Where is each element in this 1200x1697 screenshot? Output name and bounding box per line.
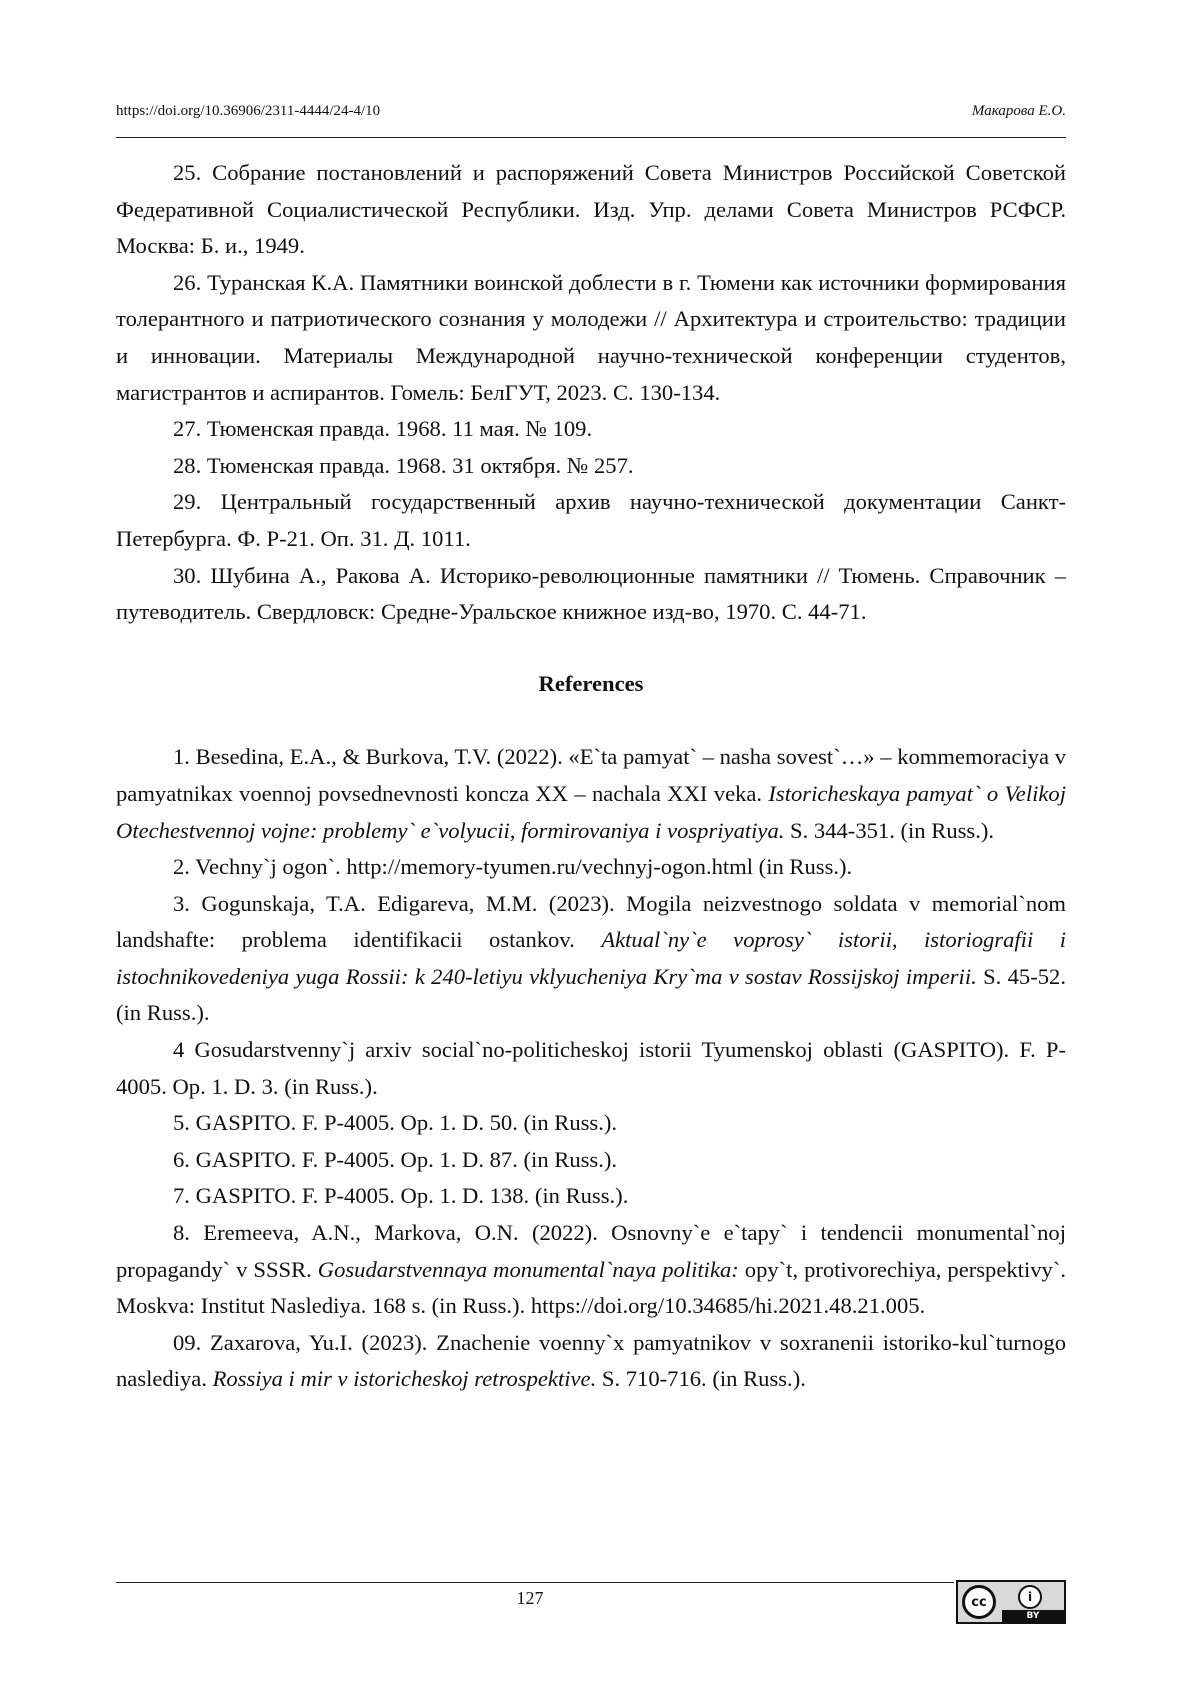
references-heading: References bbox=[538, 670, 644, 696]
reference-entry: 25. Собрание постановлений и распоряжений Совета Министров Российской Советской Федеративной Социалистической Республики. Изд. Упр. делами Совета Министров РСФСР. Москва: Б. и., 1949. bbox=[116, 160, 1066, 259]
reference-entry bbox=[116, 1178, 1066, 1215]
ref-text: opy`t, protivorechiya, perspektivy`. Moskva: Institut Naslediya. 168 s. (in Russ.). https://doi.org/10.34685/hi.2021.48.21.005. bbox=[116, 1256, 1066, 1319]
person-icon: i bbox=[1018, 1585, 1042, 1609]
ref-source-title: Rossiya i mir v istoricheskoj retrospektive. bbox=[212, 1366, 597, 1392]
ref-text: 7. GASPITO. F. P-4005. Op. 1. D. 138. (in Russ.). bbox=[173, 1183, 629, 1209]
reference-entry bbox=[116, 849, 1066, 886]
doi-link[interactable]: https://doi.org/10.36906/2311-4444/24-4/10 bbox=[116, 103, 381, 119]
author-name: Макарова Е.О. bbox=[971, 103, 1066, 119]
reference-entry bbox=[116, 1105, 1066, 1142]
header-divider bbox=[116, 137, 1066, 138]
reference-entry bbox=[116, 1215, 1066, 1325]
ref-text: 6. GASPITO. F. P-4005. Op. 1. D. 87. (in Russ.). bbox=[173, 1146, 618, 1172]
running-header bbox=[116, 103, 1066, 127]
cc-icon: cc bbox=[962, 1585, 996, 1619]
ref-source-title: Istoricheskaya pamyat` o Velikoj Otechestvennoj vojne: problemy` e`volyucii, formirovaniya i vospriyatiya. bbox=[116, 780, 1066, 843]
reference-entry bbox=[116, 739, 1066, 849]
reference-entry: 26. Туранская К.А. Памятники воинской доблести в г. Тюмени как источники формирования толерантного и патриотического сознания у молодежи // Архитектура и строительство: традиции и инновации. Материалы Международной научно-технической конференции студентов, магистрантов и аспирантов. Гомель: БелГУТ, 2023. С. 130-134. bbox=[116, 269, 1066, 405]
reference-entry bbox=[116, 1142, 1066, 1179]
reference-entry bbox=[116, 886, 1066, 1032]
ref-text: 2. Vechny`j ogon`. http://memory-tyumen.ru/vechnyj-ogon.html (in Russ.). bbox=[173, 854, 853, 880]
reference-entry: 27. Тюменская правда. 1968. 11 мая. № 109. bbox=[173, 416, 593, 442]
ref-text: 1. Besedina, E.A., & Burkova, T.V. (2022). «E`ta pamyat` – nasha sovest`…» – kommemoraciya v pamyatnikax voennoj povsednevnosti koncza XX – nachala XXI veka. bbox=[116, 744, 1066, 806]
reference-entry: 28. Тюменская правда. 1968. 31 октября. № 257. bbox=[173, 452, 634, 478]
reference-entry bbox=[116, 1325, 1066, 1398]
by-label: BY bbox=[1002, 1610, 1064, 1622]
ref-text: 8. Eremeeva, A.N., Markova, O.N. (2022). Osnovny`e e`tapy` i tendencii monumental`noj propagandy` v SSSR. bbox=[116, 1220, 1066, 1282]
footer-divider bbox=[116, 1582, 954, 1583]
ref-text: 3. Gogunskaja, T.A. Edigareva, M.M. (2023). Mogila neizvestnogo soldata v memorial`nom landshafte: problema identifikacii ostankov. bbox=[116, 890, 1066, 953]
page-number: 127 bbox=[516, 1588, 544, 1608]
cc-by-license-badge[interactable] bbox=[956, 1580, 1066, 1624]
ref-source-title: Aktual`ny`e voprosy` istorii, istoriografii i istochnikovedeniya yuga Rossii: k 240-letiyu vklyucheniya Kry`ma v sostav Rossijskoj imperii. bbox=[116, 927, 1066, 989]
ref-text: S. 710-716. (in Russ.). bbox=[596, 1366, 806, 1392]
reference-entry: 30. Шубина А., Ракова А. Историко-революционные памятники // Тюмень. Справочник – путеводитель. Свердловск: Средне-Уральское книжное изд-во, 1970. С. 44-71. bbox=[116, 562, 1066, 625]
ref-text: 09. Zaxarova, Yu.I. (2023). Znachenie voenny`x pamyatnikov v soxranenii istoriko-kul`turnogo naslediya. bbox=[116, 1329, 1066, 1392]
reference-list bbox=[116, 155, 1066, 1398]
ref-source-title: Gosudarstvennaya monumental`naya politika: bbox=[317, 1256, 739, 1282]
reference-entry bbox=[116, 1032, 1066, 1105]
ref-text: S. 45-52. (in Russ.). bbox=[116, 963, 1066, 1026]
reference-entry: 29. Центральный государственный архив научно-технической документации Санкт-Петербурга. Ф. Р-21. Оп. 31. Д. 1011. bbox=[116, 489, 1066, 551]
ref-text: 5. GASPITO. F. P-4005. Op. 1. D. 50. (in Russ.). bbox=[173, 1110, 618, 1136]
ref-text: S. 344-351. (in Russ.). bbox=[784, 817, 995, 843]
ref-text: 4 Gosudarstvenny`j arxiv social`no-politicheskoj istorii Tyumenskoj oblasti (GASPITO). F. P-4005. Op. 1. D. 3. (in Russ.). bbox=[116, 1037, 1066, 1099]
